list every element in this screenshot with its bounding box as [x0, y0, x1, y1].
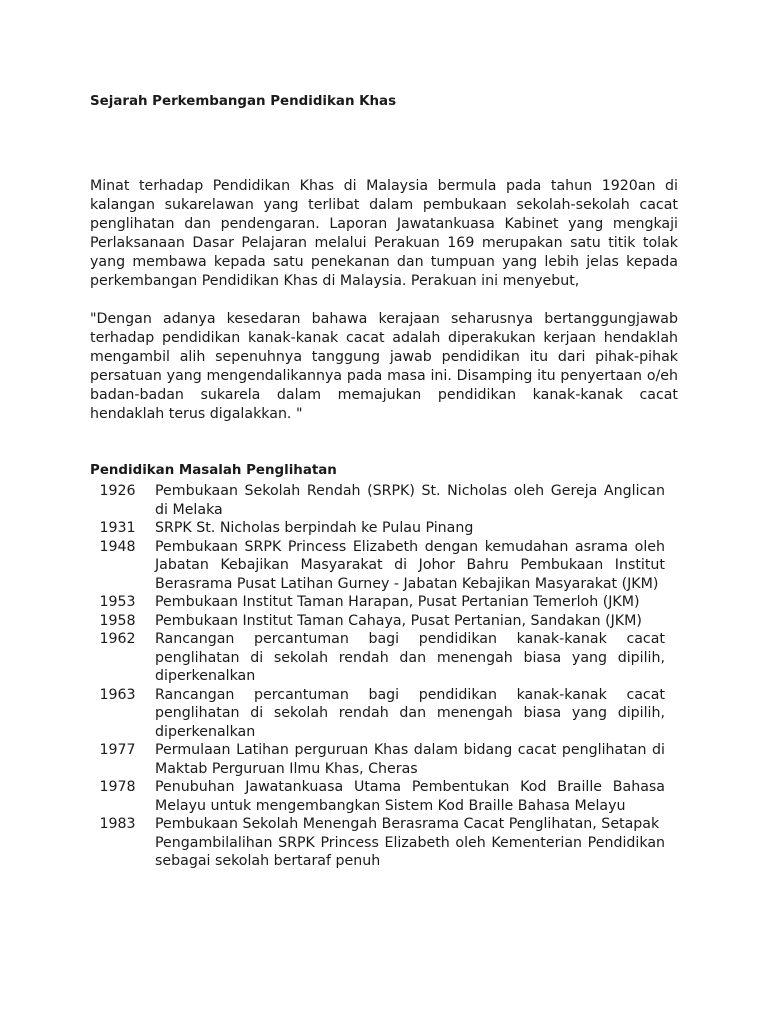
timeline-entry: [90, 741, 678, 778]
timeline-text-line: Rancangan percantuman bagi pendidikan kanak-kanak cacat penglihatan di sekolah rendah dan menengah biasa yang dipilih, diperkenalkan: [155, 631, 665, 684]
timeline-text: [155, 519, 665, 538]
intro-paragraph: Minat terhadap Pendidikan Khas di Malaysia bermula pada tahun 1920an di kalangan sukarelawan yang terlibat dalam pembukaan sekolah-sekolah cacat penglihatan dan pendengaran. Laporan Jawatankuasa Kabinet yang mengkaji Perlaksanaan Dasar Pelajaran melalui Perakuan 169 merupakan satu titik tolak yang membawa kepada satu penekanan dan tumpuan yang lebih jelas kepada perkembangan Pendidikan Khas di Malaysia. Perakuan ini menyebut,: [90, 178, 678, 289]
timeline-entry: [90, 519, 678, 538]
timeline-text-line: Pembukaan SRPK Princess Elizabeth dengan kemudahan asrama oleh Jabatan Kebajikan Masyarakat di Johor Bahru Pembukaan Institut Berasrama Pusat Latihan Gurney - Jabatan Kebajikan Masyarakat (JKM): [155, 538, 665, 592]
timeline-year: 1958: [99, 612, 136, 629]
timeline-year: 1983: [99, 816, 136, 832]
timeline-year: 1963: [99, 686, 136, 703]
timeline-text-line: Penubuhan Jawatankuasa Utama Pembentukan Kod Braille Bahasa Melayu untuk mengembangkan Sistem Kod Braille Bahasa Melayu: [155, 779, 665, 814]
timeline-entry: [90, 593, 678, 612]
timeline-text: [155, 538, 665, 594]
timeline-text: [155, 741, 665, 778]
timeline-entry: [90, 815, 678, 871]
timeline-text: [155, 686, 665, 742]
timeline-year: 1926: [99, 483, 136, 499]
timeline-year: 1977: [99, 742, 136, 758]
timeline-text: [155, 778, 665, 815]
timeline-entry: [90, 612, 678, 631]
timeline-year: 1953: [99, 594, 136, 610]
timeline-entry: [90, 538, 678, 594]
timeline-year: 1948: [99, 538, 136, 555]
timeline-text-line: Pembukaan Institut Taman Harapan, Pusat Pertanian Temerloh (JKM): [155, 594, 640, 610]
timeline-text-line: Pengambilalihan SRPK Princess Elizabeth oleh Kementerian Pendidikan sebagai sekolah bertaraf penuh: [155, 834, 665, 869]
timeline-text: [155, 630, 665, 686]
timeline-text-line: Pembukaan Institut Taman Cahaya, Pusat Pertanian, Sandakan (JKM): [155, 612, 642, 629]
timeline-text: [155, 815, 665, 871]
timeline-list: [90, 482, 678, 871]
timeline-year: 1962: [99, 631, 136, 647]
timeline-text-line: Rancangan percantuman bagi pendidikan kanak-kanak cacat penglihatan di sekolah rendah dan menengah biasa yang dipilih, diperkenalkan: [155, 686, 665, 740]
timeline-year: 1978: [99, 779, 136, 795]
timeline-entry: [90, 778, 678, 815]
timeline-entry: [90, 686, 678, 742]
timeline-year: 1931: [99, 520, 136, 536]
timeline-entry: [90, 630, 678, 686]
timeline-text: [155, 482, 665, 519]
timeline-entry: [90, 482, 678, 519]
document-title: Sejarah Perkembangan Pendidikan Khas: [90, 94, 397, 109]
timeline-text-line: Permulaan Latihan perguruan Khas dalam bidang cacat penglihatan di Maktab Perguruan Ilmu Khas, Cheras: [155, 742, 665, 777]
section-heading: Pendidikan Masalah Penglihatan: [90, 463, 337, 478]
quote-paragraph: "Dengan adanya kesedaran bahawa kerajaan seharusnya bertanggungjawab terhadap pendidikan kanak-kanak cacat adalah diperakukan kerjaan hendaklah mengambil alih sepenuhnya tanggung jawab pendidikan itu dari pihak-pihak persatuan yang mengendalikannya pada masa ini. Disamping itu penyertaan o/eh badan-badan sukarela dalam memajukan pendidikan kanak-kanak cacat hendaklah terus digalakkan. ": [90, 311, 678, 422]
timeline-text-line: Pembukaan Sekolah Rendah (SRPK) St. Nicholas oleh Gereja Anglican di Melaka: [155, 483, 665, 518]
timeline-text-line: Pembukaan Sekolah Menengah Berasrama Cacat Penglihatan, Setapak: [155, 816, 660, 832]
timeline-text: [155, 593, 665, 612]
timeline-text-line: SRPK St. Nicholas berpindah ke Pulau Pinang: [155, 520, 474, 536]
timeline-text: [155, 612, 665, 631]
